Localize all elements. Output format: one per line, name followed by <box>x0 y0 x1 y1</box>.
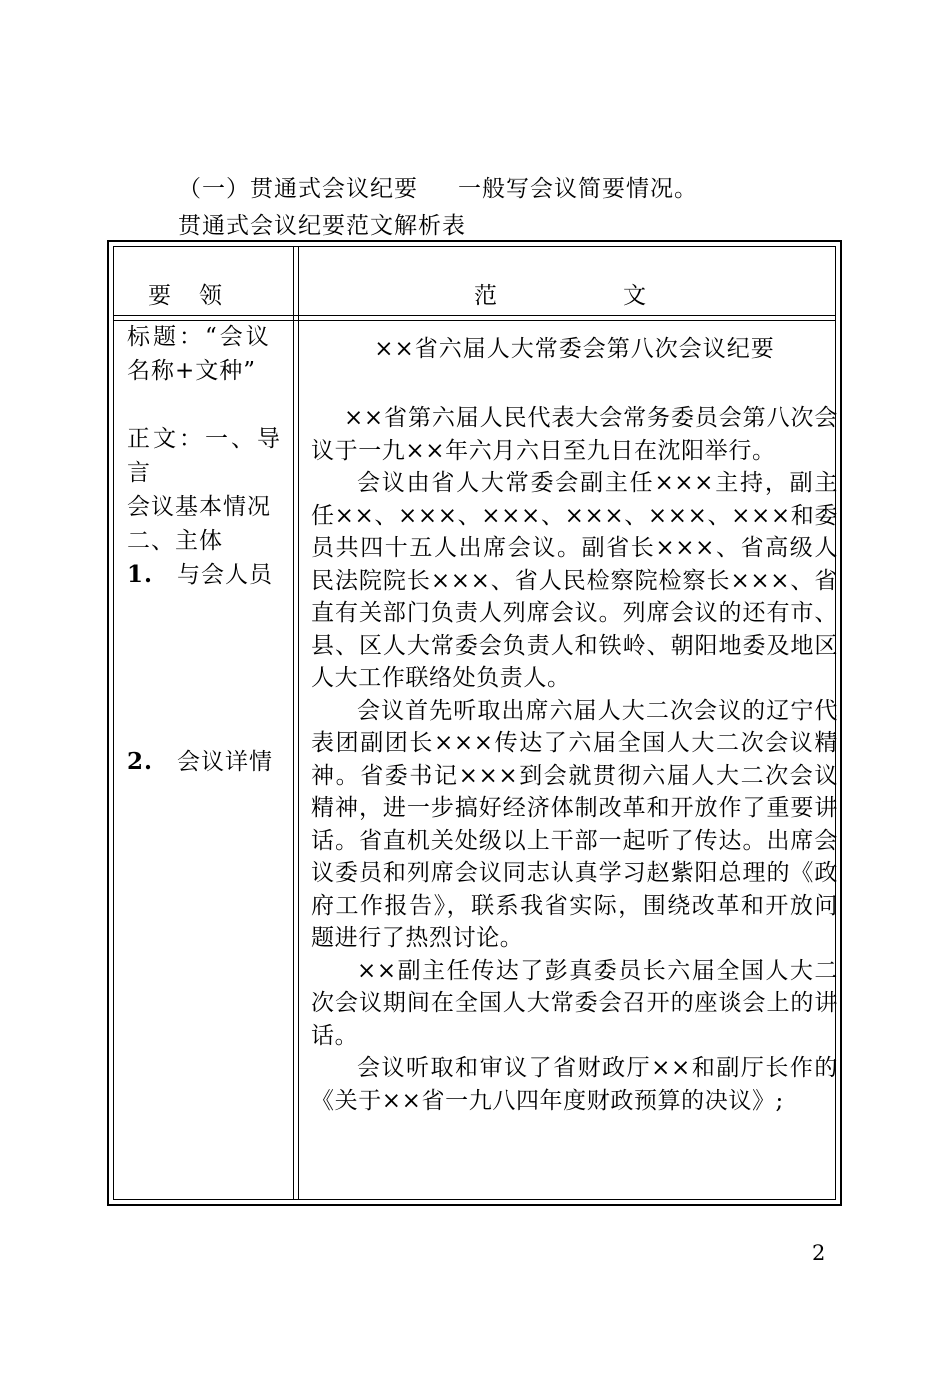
item2-label: 会议详情 <box>177 749 273 775</box>
page-number: 2 <box>812 1241 826 1265</box>
sample-paragraph: 会议由省人大常委会副主任×××主持，副主任××、×××、×××、×××、×××、×××和委员共四十五人出席会议。副省长×××、省高级人民法院院长×××、省人民检察院检察长×××、省直有关部门负责人列席会议。列席会议的还有市、县、区人大常委会负责人和铁岭、朝阳地委及地区人大工作联络处负责人。 <box>311 470 838 691</box>
column-divider <box>298 247 299 1199</box>
sample-paragraph: 会议首先听取出席六届人大二次会议的辽宁代表团副团长×××传达了六届全国人大二次会议精神。省委书记×××到会就贯彻六届人大二次会议精神，进一步搞好经济体制改革和开放作了重要讲话。省直机关处级以上干部一起听了传达。出席会议委员和列席会议同志认真学习赵紫阳总理的《政府工作报告》，联系我省实际，围绕改革和开放问题进行了热烈讨论。 <box>311 697 838 951</box>
header-divider <box>114 315 835 316</box>
key-points-column <box>127 320 287 775</box>
header-key-points: 要领 <box>148 283 250 309</box>
table-caption: 贯通式会议纪要范文解析表 <box>178 213 466 239</box>
sample-paragraph: 会议听取和审议了省财政厅××和副厅长作的《关于××省一九八四年度财政预算的决议》; <box>311 1055 838 1114</box>
item-details <box>127 745 273 779</box>
body-note-line1: 正文：一、导 <box>127 426 283 452</box>
body-note-line4: 二、主体 <box>127 528 223 554</box>
sample-paragraph: ××省第六届人民代表大会常务委员会第八次会议于一九××年六月六日至九日在沈阳举行。 <box>311 405 838 464</box>
analysis-table <box>107 240 842 1206</box>
item2-number: 2. <box>127 748 154 775</box>
body-note-line2: 言 <box>127 460 151 486</box>
sample-text-column <box>311 320 838 1117</box>
heading-part1: （一）贯通式会议纪要 <box>178 176 418 202</box>
heading-part2: 一般写会议简要情况。 <box>458 176 698 202</box>
table-inner-border <box>113 246 836 1200</box>
item-attendees <box>127 558 287 592</box>
sample-document-title: ××省六届人大常委会第八次会议纪要 <box>374 336 775 362</box>
item1-number: 1. <box>127 561 154 588</box>
section-heading <box>178 174 698 204</box>
sample-paragraph: ××副主任传达了彭真委员长六届全国人大二次会议期间在全国人大常委会召开的座谈会上的讲话。 <box>311 957 838 1049</box>
title-note-line1: 标题：“会议 <box>127 324 272 350</box>
title-note-line2: 名称+文种” <box>127 358 257 384</box>
header-sample-text: 范文 <box>474 283 772 309</box>
body-note-line3: 会议基本情况 <box>127 494 271 520</box>
item1-label: 与会人员 <box>177 562 273 588</box>
column-divider <box>293 247 294 1199</box>
